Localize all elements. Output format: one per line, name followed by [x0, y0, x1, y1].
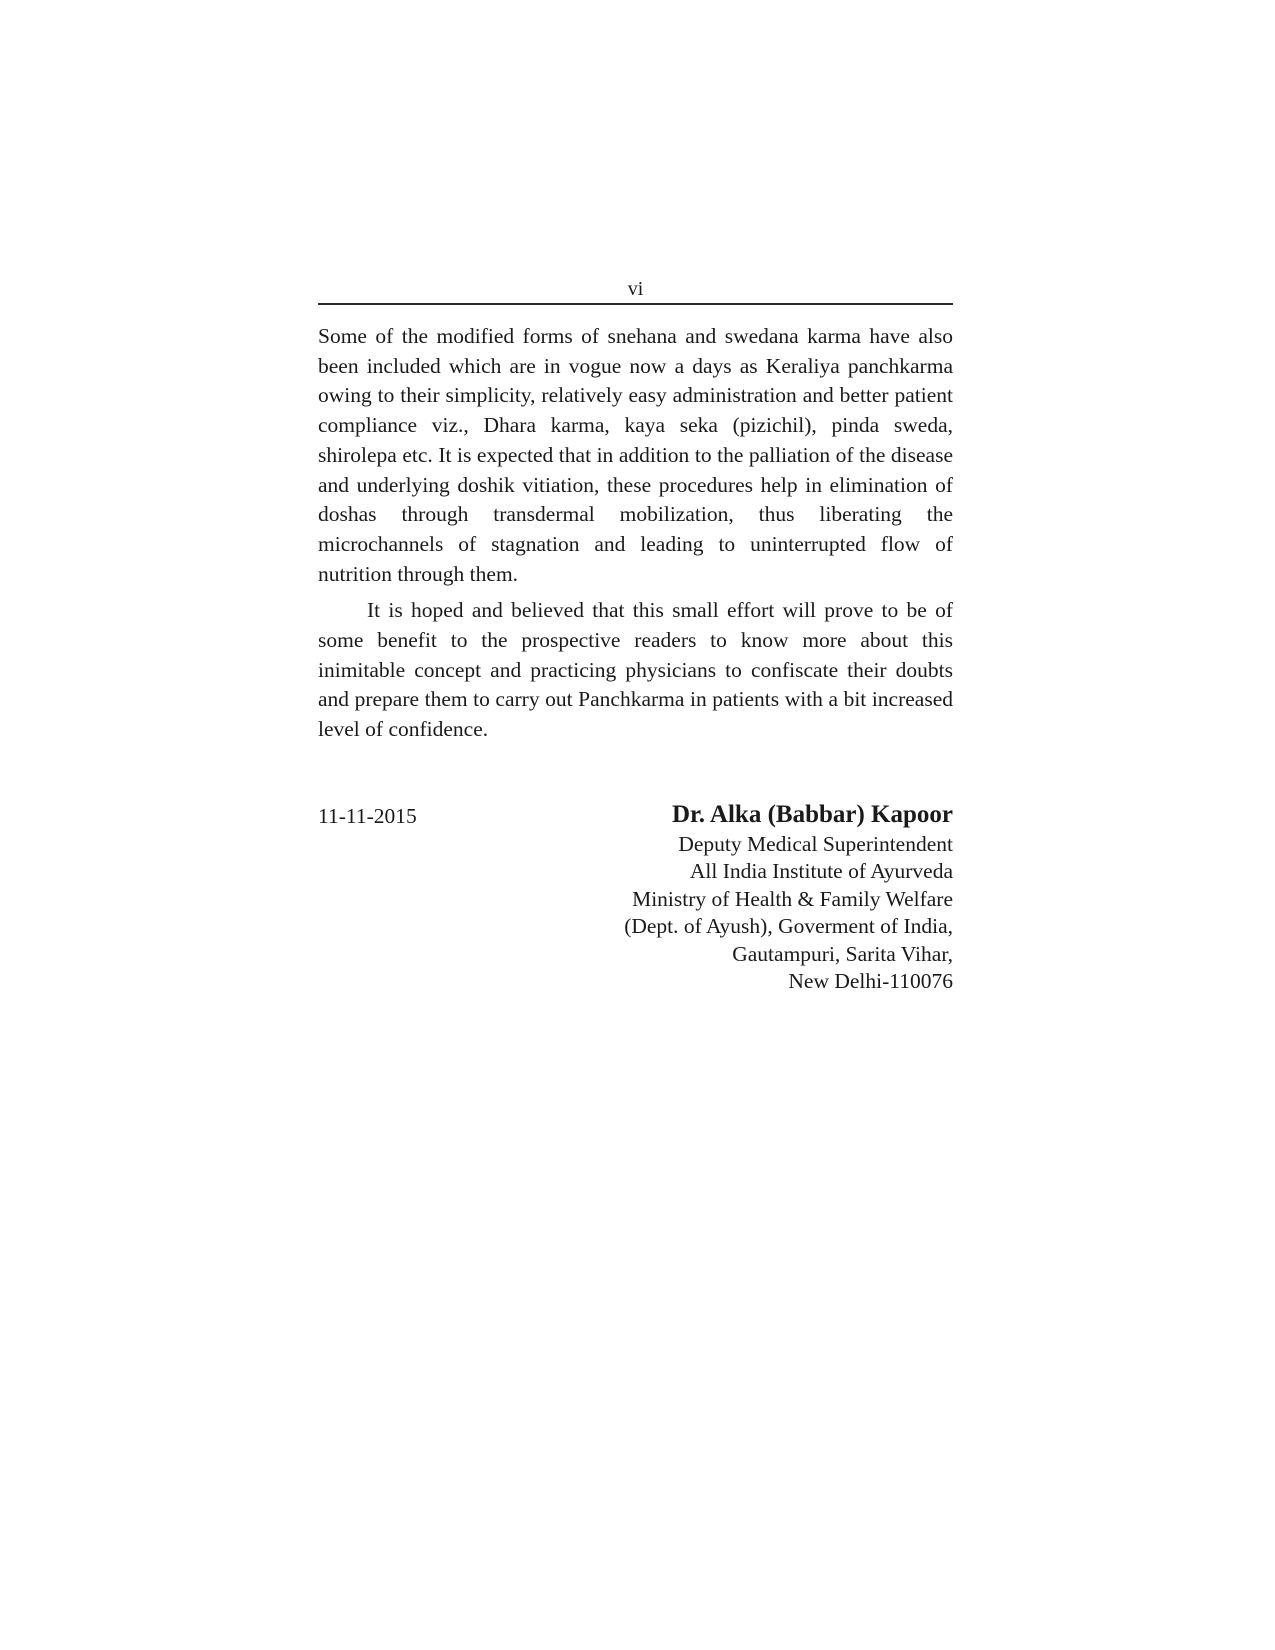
- signatory-designation: Deputy Medical Superintendent: [678, 832, 953, 856]
- paragraph-2: It is hoped and believed that this small effort will prove to be of some benefit to the prospective readers to know more about this inimitable concept and practicing physicians to confiscate their doubts and prepare them to carry out Panchkarma in patients with a bit increased level of confidence.: [318, 598, 953, 742]
- signatory-city: New Delhi-110076: [788, 969, 953, 994]
- body-text: [318, 322, 953, 745]
- header-rule: [318, 303, 953, 305]
- signatory-institute: All India Institute of Ayurveda: [689, 859, 953, 884]
- date: 11-11-2015: [318, 804, 417, 828]
- page-number: vi: [627, 278, 644, 300]
- signatory-ministry: Ministry of Health & Family Welfare: [632, 886, 953, 911]
- paragraph-1: Some of the modified forms of snehana and swedana karma have also been included which are in vogue now a days as Keraliya panchkarma owing to their simplicity, relatively easy administration and better patient compliance viz., Dhara karma, kaya seka (pizichil), pinda sweda, shirolepa etc. It is expected that in addition to the palliation of the disease and underlying doshik vitiation, these procedures help in elimination of doshas through transdermal mobilization, thus liberating the microchannels of stagnation and leading to uninterrupted flow of nutrition through them.: [318, 324, 953, 586]
- signature-block: [624, 799, 953, 995]
- signatory-name: Dr. Alka (Babbar) Kapoor: [671, 801, 953, 828]
- signatory-department: (Dept. of Ayush), Goverment of India,: [624, 914, 953, 939]
- signatory-address-line: Gautampuri, Sarita Vihar,: [732, 941, 953, 966]
